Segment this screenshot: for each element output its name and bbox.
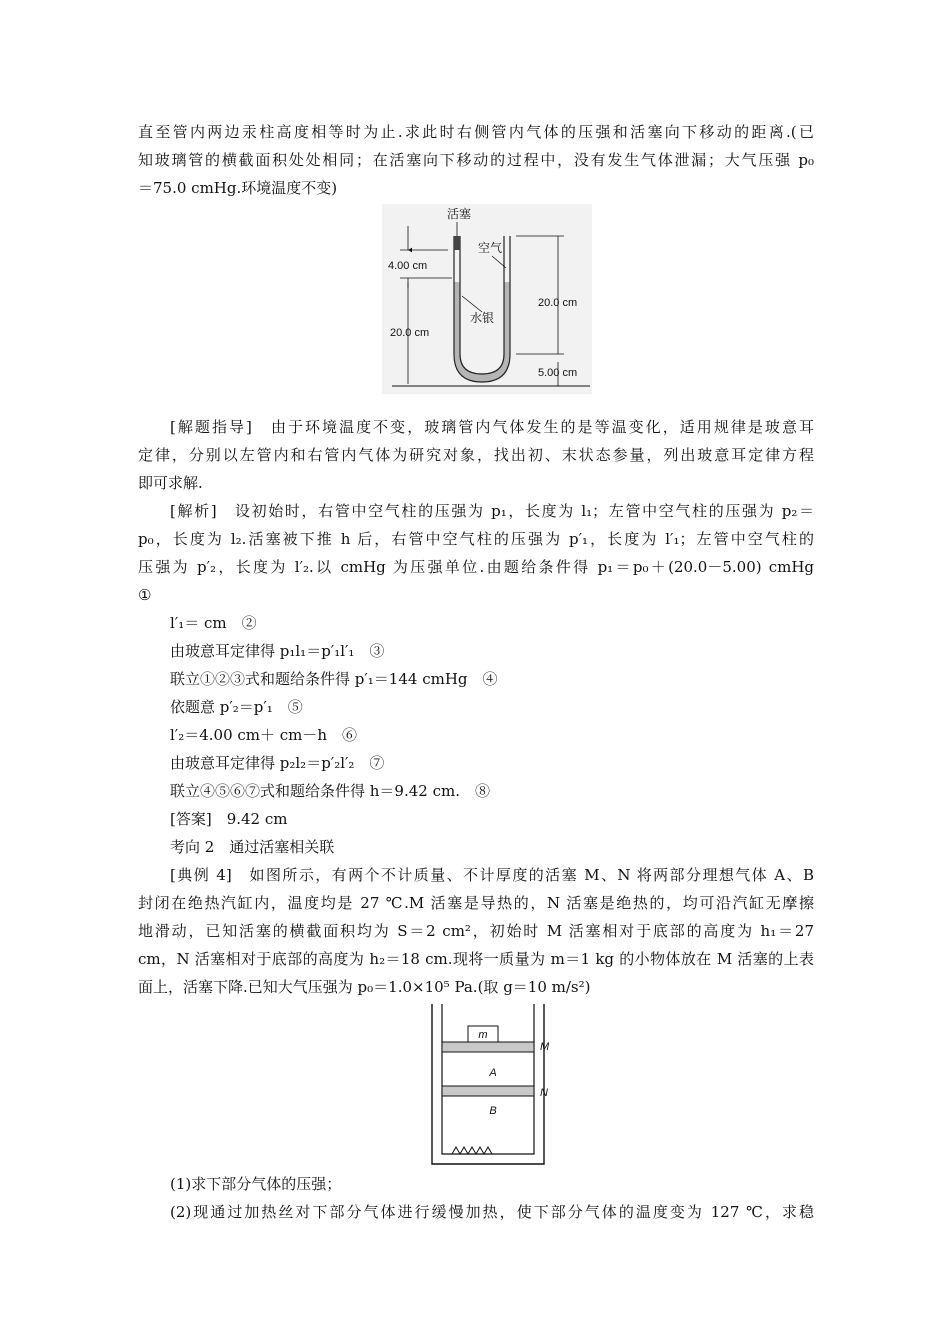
u-tube-figure	[382, 204, 592, 394]
example-line-2: 封闭在绝热汽缸内，温度均是 27 ℃.M 活塞是导热的，N 活塞是绝热的，均可沿汽缸无摩擦	[138, 894, 814, 912]
analysis-line-1: [解析] 设初始时，右管中空气柱的压强为 p₁，长度为 l₁；左管中空气柱的压强为 p₂＝	[170, 502, 814, 520]
piston-n	[442, 1086, 534, 1096]
heating-wire	[452, 1147, 492, 1154]
example-line-3: 地滑动，已知活塞的横截面积均为 S＝2 cm²，初始时 M 活塞相对于底部的高度为 h₁＝27	[138, 922, 814, 940]
mass-label: m	[478, 1029, 488, 1041]
guide-line-3: 即可求解.	[138, 474, 203, 492]
gas-b-label: B	[489, 1105, 497, 1117]
piston-m	[442, 1042, 534, 1052]
equation-5: 依题意 p′₂＝p′₁ ⑤	[170, 698, 303, 716]
piston-n-label: N	[540, 1087, 548, 1099]
equation-4: 联立①②③式和题给条件得 p′₁＝144 cmHg ④	[170, 670, 498, 688]
equation-2: l′₁＝ cm ②	[170, 614, 257, 632]
question-2: (2)现通过加热丝对下部分气体进行缓慢加热，使下部分气体的温度变为 127 ℃，求稳	[170, 1203, 814, 1221]
mercury-label: 水银	[470, 311, 495, 325]
question-1: (1)求下部分气体的压强；	[170, 1175, 342, 1193]
dim-left-label: 20.0 cm	[390, 327, 430, 339]
dim-top-label: 4.00 cm	[388, 260, 428, 272]
intro-line-2: 知玻璃管的横截面积处处相同；在活塞向下移动的过程中，没有发生气体泄漏；大气压强 p₀	[138, 151, 814, 169]
equation-3: 由玻意耳定律得 p₁l₁＝p′₁l′₁ ③	[170, 642, 385, 660]
guide-line-2: 定律，分别以左管内和右管内气体为研究对象，找出初、末状态参量，列出玻意耳定律方程	[138, 446, 814, 464]
answer-line: [答案] 9.42 cm	[170, 810, 288, 828]
guide-line-1: [解题指导] 由于环境温度不变，玻璃管内气体发生的是等温变化，适用规律是玻意耳	[170, 418, 814, 436]
intro-line-3: ＝75.0 cmHg.环境温度不变)	[138, 179, 338, 197]
gas-a-label: A	[489, 1067, 497, 1079]
analysis-line-2: p₀，长度为 l₂.活塞被下推 h 后，右管中空气柱的压强为 p′₁，长度为 l′₁；左管中空气柱的	[138, 530, 814, 548]
cylinder-figure	[420, 1002, 570, 1166]
section-heading: 考向 2 通过活塞相关联	[170, 838, 335, 856]
piston-m-label: M	[540, 1041, 550, 1053]
example-line-4: cm，N 活塞相对于底部的高度为 h₂＝18 cm.现将一质量为 m＝1 kg 的小物体放在 M 活塞的上表	[138, 950, 814, 968]
dim-right-label: 20.0 cm	[538, 297, 578, 309]
piston-label: 活塞	[447, 207, 472, 221]
analysis-line-4: ①	[138, 586, 152, 604]
equation-7: 由玻意耳定律得 p₂l₂＝p′₂l′₂ ⑦	[170, 754, 385, 772]
example-line-5: 面上，活塞下降.已知大气压强为 p₀＝1.0×10⁵ Pa.(取 g＝10 m/s²)	[138, 978, 591, 996]
example-line-1: [典例 4] 如图所示，有两个不计质量、不计厚度的活塞 M、N 将两部分理想气体 A、B	[170, 866, 814, 884]
equation-8: 联立④⑤⑥⑦式和题给条件得 h＝9.42 cm. ⑧	[170, 782, 490, 800]
dim-bottom-label: 5.00 cm	[538, 367, 578, 379]
air-label: 空气	[478, 241, 503, 255]
piston-block	[454, 236, 460, 250]
equation-6: l′₂＝4.00 cm＋ cm－h ⑥	[170, 726, 358, 744]
analysis-line-3: 压强为 p′₂，长度为 l′₂.以 cmHg 为压强单位.由题给条件得 p₁＝p₀＋(20.0－5.00) cmHg	[138, 558, 814, 576]
intro-line-1: 直至管内两边汞柱高度相等时为止.求此时右侧管内气体的压强和活塞向下移动的距离.(已	[138, 123, 814, 141]
